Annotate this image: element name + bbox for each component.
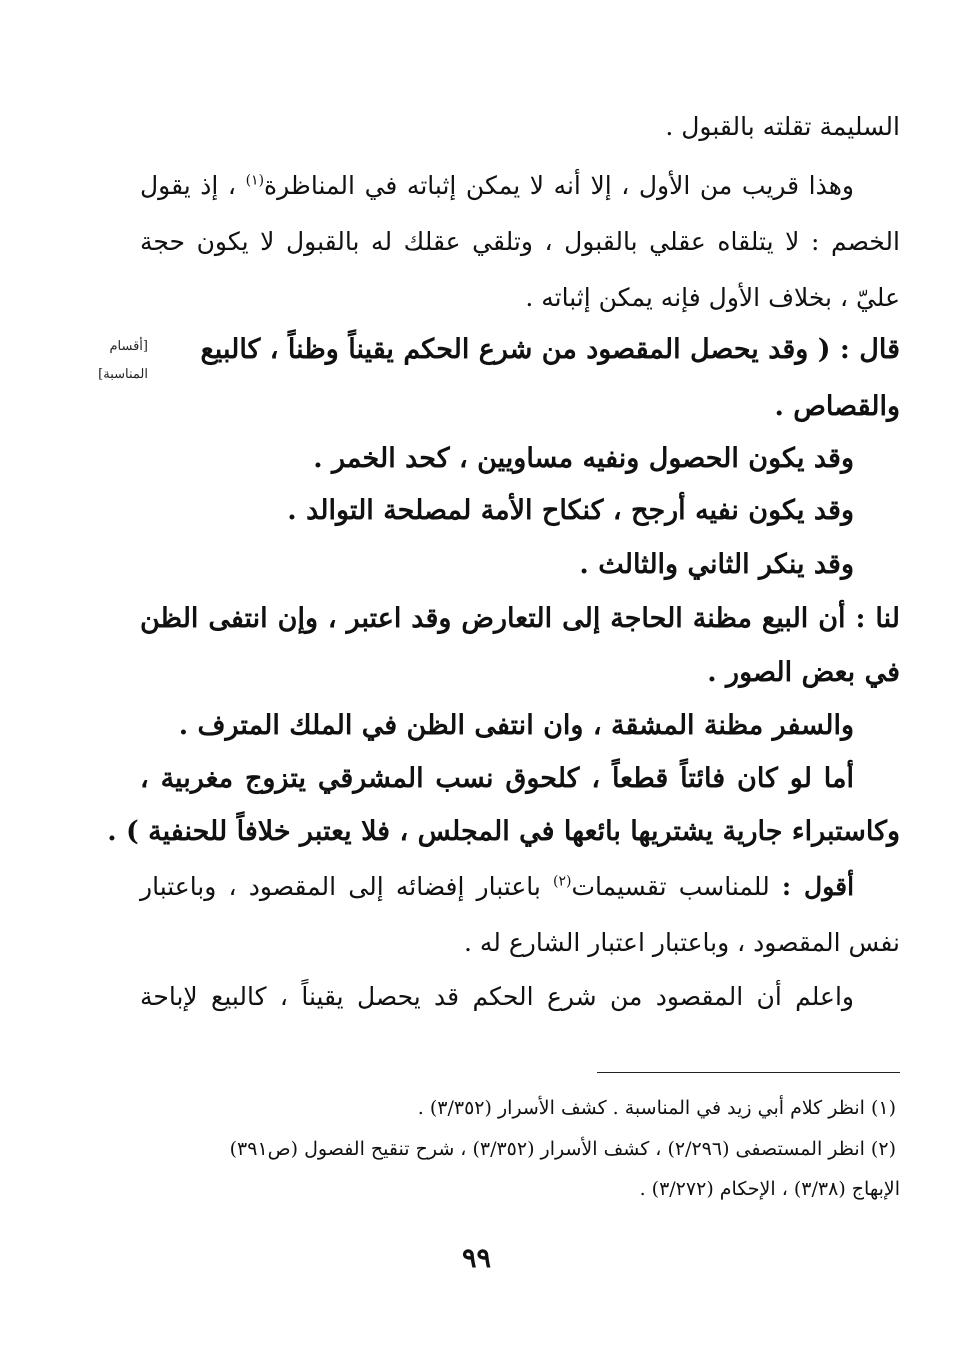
body-line-2-text: وهذا قريب من الأول ، إلا أنه لا يمكن إثباته في المناظرة	[264, 171, 855, 200]
footnote-ref-2: (٢)	[553, 873, 572, 890]
quote-line-10	[107, 816, 900, 847]
quote-line-7	[140, 657, 900, 688]
body-line-1-text: السليمة تقلته بالقبول .	[665, 112, 900, 141]
quote-line-2	[140, 391, 900, 422]
commentary-line-1-b: باعتبار إفضائه إلى المقصود ، وباعتبار	[140, 872, 541, 901]
commentary-line-1-a: للمناسب تقسيمات	[571, 872, 770, 901]
body-line-4-text: عليّ ، بخلاف الأول فإنه يمكن إثباته .	[525, 283, 900, 312]
quote-line-1	[150, 334, 900, 365]
quote-line-7-text: في بعض الصور .	[707, 657, 900, 688]
margin-note-line-1: [أقسام	[109, 339, 148, 354]
quote-line-8	[140, 710, 900, 741]
quote-line-5	[140, 549, 900, 580]
footnote-ref-1: (١)	[245, 172, 265, 189]
commentary-label: أقول :	[781, 872, 855, 901]
footnote-2-text: (٢) انظر المستصفى (٢/٢٩٦) ، كشف الأسرار (٣/٣٥٢) ، شرح تنقيح الفصول (ص٣٩١)	[229, 1138, 896, 1160]
footnote-2-continued	[140, 1178, 900, 1200]
quote-line-3-text: وقد يكون الحصول ونفيه مساويين ، كحد الخمر .	[313, 443, 854, 474]
body-line-2-end: ، إذ يقول	[140, 171, 236, 200]
quote-line-10-text: وكاستبراء جارية يشتريها بائعها في المجلس ، فلا يعتبر خلافاً للحنفية ) .	[107, 816, 900, 847]
quote-line-6	[140, 603, 900, 634]
commentary-line-3-text: واعلم أن المقصود من شرع الحكم قد يحصل يقيناً ، كالبيع لإباحة	[140, 982, 854, 1011]
commentary-line-2	[140, 928, 900, 957]
quote-line-1-text: قال : ( وقد يحصل المقصود من شرع الحكم يقيناً وظناً ، كالبيع	[200, 334, 900, 365]
commentary-line-2-text: نفس المقصود ، وباعتبار اعتبار الشارع له .	[464, 928, 900, 957]
quote-line-4	[140, 495, 900, 526]
footnote-divider	[597, 1072, 900, 1073]
quote-line-6-text: لنا : أن البيع مظنة الحاجة إلى التعارض وقد اعتبر ، وإن انتفى الظن	[140, 603, 900, 634]
body-line-3-text: الخصم : لا يتلقاه عقلي بالقبول ، وتلقي عقلك له بالقبول لا يكون حجة	[140, 227, 900, 256]
page-number: ٩٩	[461, 1243, 491, 1274]
quote-line-9-text: أما لو كان فائتاً قطعاً ، كلحوق نسب المشرقي يتزوج مغربية ،	[140, 763, 854, 794]
footnote-2-cont-text: الإبهاج (٣/٣٨) ، الإحكام (٣/٢٧٢) .	[639, 1178, 900, 1200]
footnote-1-text: (١) انظر كلام أبي زيد في المناسبة . كشف الأسرار (٣/٣٥٢) .	[417, 1097, 896, 1119]
margin-note-line-2: المناسبة]	[98, 367, 148, 382]
commentary-line-3	[140, 982, 900, 1011]
margin-note	[84, 333, 148, 389]
body-line-2	[140, 171, 900, 200]
body-line-4	[140, 283, 900, 312]
quote-line-4-text: وقد يكون نفيه أرجح ، كنكاح الأمة لمصلحة التوالد .	[287, 495, 854, 526]
commentary-line-1	[140, 872, 900, 901]
quote-line-5-text: وقد ينكر الثاني والثالث .	[579, 549, 854, 580]
body-line-1	[140, 112, 900, 141]
quote-line-3	[140, 443, 900, 474]
footnote-1	[140, 1097, 900, 1119]
quote-line-2-text: والقصاص .	[774, 391, 900, 422]
body-line-3	[140, 227, 900, 256]
footnote-2	[140, 1138, 900, 1160]
quote-line-8-text: والسفر مظنة المشقة ، وان انتفى الظن في الملك المترف .	[178, 710, 854, 741]
quote-line-9	[140, 763, 900, 794]
